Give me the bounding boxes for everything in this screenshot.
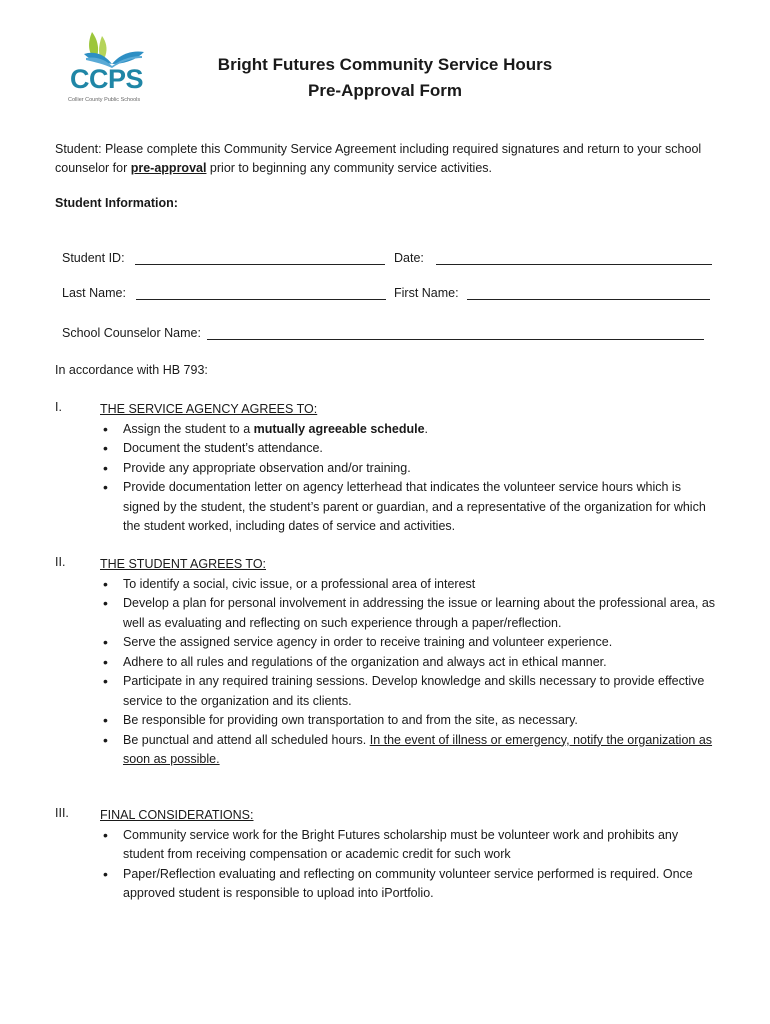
last-name-line[interactable] bbox=[136, 285, 386, 300]
intro-paragraph bbox=[55, 140, 725, 178]
list-item: • Adhere to all rules and regulations of the organization and always act in ethical manner. bbox=[100, 653, 720, 673]
intro-text-2: prior to beginning any community service activities. bbox=[206, 161, 492, 175]
last-name-field[interactable] bbox=[62, 285, 386, 300]
student-id-line[interactable] bbox=[135, 250, 385, 265]
logo-subtitle: Collier County Public Schools bbox=[68, 97, 141, 103]
student-id-field[interactable] bbox=[62, 250, 385, 265]
list-item: • Participate in any required training sessions. Develop knowledge and skills necessary to provide effective service to the organization and its clients. bbox=[100, 672, 720, 711]
last-name-label: Last Name: bbox=[62, 286, 126, 300]
counselor-name-line[interactable] bbox=[207, 325, 704, 340]
section-heading: THE STUDENT AGREES TO: bbox=[100, 557, 267, 571]
title-line-1: Bright Futures Community Service Hours bbox=[217, 55, 553, 74]
first-name-field[interactable] bbox=[394, 285, 710, 300]
date-label: Date: bbox=[394, 251, 424, 265]
first-name-line[interactable] bbox=[467, 285, 710, 300]
list-item: • Be responsible for providing own transportation to and from the site, as necessary. bbox=[100, 711, 720, 731]
list-item: • Provide any appropriate observation and/or training. bbox=[100, 459, 720, 479]
date-field[interactable] bbox=[394, 250, 712, 265]
bullet-list bbox=[100, 420, 720, 537]
list-item: • Community service work for the Bright Futures scholarship must be volunteer work and prohibits any student from receiving compensation or academic credit for such work bbox=[100, 826, 720, 865]
counselor-name-field[interactable] bbox=[62, 325, 704, 340]
list-item: • Paper/Reflection evaluating and reflecting on community volunteer service performed is required. Once approved student is responsible to upload into iPortfolio. bbox=[100, 865, 720, 904]
list-item: • Assign the student to a mutually agreeable schedule. bbox=[100, 420, 720, 440]
list-item: • Be punctual and attend all scheduled hours. In the event of illness or emergency, notify the organization as soon as possible. bbox=[100, 731, 720, 770]
section-heading: THE SERVICE AGENCY AGREES TO: bbox=[100, 402, 318, 416]
section-number: I. bbox=[55, 400, 62, 414]
section-heading: FINAL CONSIDERATIONS: bbox=[100, 808, 254, 822]
bullet-list bbox=[100, 575, 720, 770]
accordance-text: In accordance with HB 793: bbox=[55, 363, 208, 377]
list-item: • Provide documentation letter on agency letterhead that indicates the volunteer service hours which is signed by the student, the student’s parent or guardian, and a representative of the organization for which the student worked, including dates of service and activities. bbox=[100, 478, 720, 537]
logo-wordmark: CCPS bbox=[70, 64, 144, 94]
section-number: III. bbox=[55, 806, 69, 820]
title-line-2: Pre-Approval Form bbox=[308, 81, 462, 100]
intro-emphasis: pre-approval bbox=[130, 161, 207, 175]
student-info-heading: Student Information: bbox=[55, 196, 178, 210]
first-name-label: First Name: bbox=[394, 286, 459, 300]
list-item: • Document the student’s attendance. bbox=[100, 439, 720, 459]
form-title bbox=[0, 52, 770, 104]
list-item: • To identify a social, civic issue, or a professional area of interest bbox=[100, 575, 720, 595]
list-item: • Develop a plan for personal involvement in addressing the issue or learning about the professional area, as well as evaluating and reflecting on such experience through a paper/reflection. bbox=[100, 594, 720, 633]
intro-text-1: Student: Please complete this Community Service Agreement including required signatures and return to your school counselor for bbox=[55, 142, 702, 175]
bullet-list bbox=[100, 826, 720, 904]
student-id-label: Student ID: bbox=[62, 251, 125, 265]
counselor-name-label: School Counselor Name: bbox=[62, 326, 201, 340]
date-line[interactable] bbox=[436, 250, 712, 265]
list-item: • Serve the assigned service agency in order to receive training and volunteer experience. bbox=[100, 633, 720, 653]
section-number: II. bbox=[55, 555, 66, 569]
